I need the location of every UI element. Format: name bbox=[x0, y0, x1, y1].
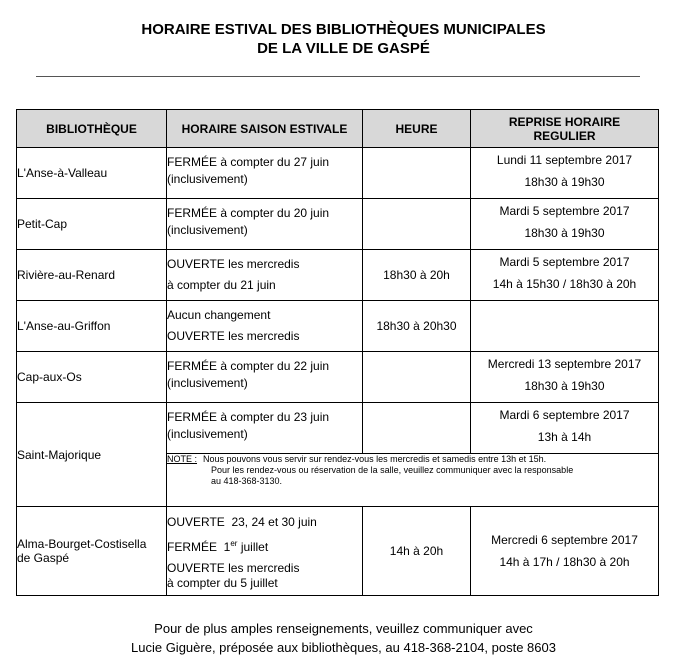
library-name-line2: de Gaspé bbox=[17, 551, 70, 565]
reprise-date: Mardi 5 septembre 2017 bbox=[499, 255, 630, 269]
hours bbox=[363, 403, 471, 454]
reprise-hours: 18h30 à 19h30 bbox=[524, 175, 605, 189]
library-name: Petit-Cap bbox=[17, 199, 167, 250]
note-line2: Pour les rendez-vous ou réservation de la salle, veuillez communiquer avec la responsable bbox=[211, 465, 574, 475]
season-open-wed-line1: OUVERTE les mercredis bbox=[167, 561, 300, 575]
note bbox=[167, 454, 659, 507]
reprise bbox=[471, 507, 659, 596]
season-schedule bbox=[167, 250, 363, 301]
season-schedule bbox=[167, 148, 363, 199]
season-closed-sup: er bbox=[230, 539, 238, 548]
reprise-date: Lundi 11 septembre 2017 bbox=[496, 153, 633, 167]
reprise bbox=[471, 199, 659, 250]
season-open-dates: OUVERTE 23, 24 et 30 juin bbox=[167, 515, 317, 529]
reprise bbox=[471, 250, 659, 301]
season-line2: (inclusivement) bbox=[167, 172, 248, 186]
reprise-hours: 18h30 à 19h30 bbox=[524, 379, 605, 393]
table-row bbox=[17, 507, 659, 596]
season-line1: OUVERTE les mercredis bbox=[167, 257, 300, 271]
table-row bbox=[17, 199, 659, 250]
footer-contact bbox=[0, 619, 687, 657]
hours: 18h30 à 20h bbox=[363, 250, 471, 301]
reprise-date: Mardi 5 septembre 2017 bbox=[499, 204, 630, 218]
season-closed-prefix: FERMÉE 1 bbox=[167, 540, 231, 554]
season-line2: à compter du 21 juin bbox=[167, 278, 276, 292]
reprise-hours: 14h à 15h30 / 18h30 à 20h bbox=[492, 277, 637, 291]
col-header-reprise-line1: REPRISE HORAIRE bbox=[508, 114, 621, 129]
header-row bbox=[17, 110, 659, 148]
season-schedule bbox=[167, 301, 363, 352]
table-row bbox=[17, 403, 659, 454]
season-line1: FERMÉE à compter du 23 juin bbox=[167, 410, 330, 424]
reprise-date: Mercredi 6 septembre 2017 bbox=[491, 533, 638, 547]
hours bbox=[363, 352, 471, 403]
season-line1: Aucun changement bbox=[167, 308, 271, 322]
reprise bbox=[471, 352, 659, 403]
col-header-reprise bbox=[471, 110, 659, 148]
note-label: NOTE : bbox=[167, 454, 198, 464]
reprise bbox=[471, 403, 659, 454]
reprise-date: Mercredi 13 septembre 2017 bbox=[487, 357, 642, 371]
reprise-hours: 18h30 à 19h30 bbox=[524, 226, 605, 240]
note-line3: au 418-368-3130. bbox=[211, 476, 283, 486]
reprise-hours: 13h à 14h bbox=[537, 430, 592, 444]
season-line1: FERMÉE à compter du 27 juin bbox=[167, 155, 330, 169]
col-header-horaire: HORAIRE SAISON ESTIVALE bbox=[167, 110, 363, 148]
reprise bbox=[471, 148, 659, 199]
col-header-heure: HEURE bbox=[363, 110, 471, 148]
library-name bbox=[17, 507, 167, 596]
season-closed bbox=[167, 533, 362, 558]
library-name: Rivière-au-Renard bbox=[17, 250, 167, 301]
reprise-hours: 14h à 17h / 18h30 à 20h bbox=[499, 555, 630, 569]
season-line2: (inclusivement) bbox=[167, 376, 248, 390]
title-line-2: DE LA VILLE DE GASPÉ bbox=[257, 40, 430, 57]
col-header-bibliotheque: BIBLIOTHÈQUE bbox=[17, 110, 167, 148]
footer-line2: Lucie Giguère, préposée aux bibliothèques, au 418-368-2104, poste 8603 bbox=[131, 640, 556, 655]
hours: 14h à 20h bbox=[363, 507, 471, 596]
schedule-table bbox=[16, 109, 659, 596]
season-schedule bbox=[167, 507, 363, 596]
season-schedule bbox=[167, 352, 363, 403]
season-schedule bbox=[167, 403, 363, 454]
hours bbox=[363, 148, 471, 199]
season-closed-suffix: juillet bbox=[237, 540, 269, 554]
season-line2: (inclusivement) bbox=[167, 223, 248, 237]
season-open-wed-line2: à compter du 5 juillet bbox=[167, 576, 278, 590]
document-title bbox=[0, 20, 687, 58]
footer-line1: Pour de plus amples renseignements, veuillez communiquer avec bbox=[154, 621, 533, 636]
season-line1: FERMÉE à compter du 20 juin bbox=[167, 206, 330, 220]
reprise bbox=[471, 301, 659, 352]
library-name: L'Anse-à-Valleau bbox=[17, 148, 167, 199]
table-row bbox=[17, 301, 659, 352]
season-schedule bbox=[167, 199, 363, 250]
library-name: L'Anse-au-Griffon bbox=[17, 301, 167, 352]
table-row bbox=[17, 352, 659, 403]
hours: 18h30 à 20h30 bbox=[363, 301, 471, 352]
hours bbox=[363, 199, 471, 250]
table-row bbox=[17, 148, 659, 199]
reprise-date: Mardi 6 septembre 2017 bbox=[499, 408, 630, 422]
title-line-1: HORAIRE ESTIVAL DES BIBLIOTHÈQUES MUNICIPALES bbox=[141, 21, 546, 38]
library-name-line1: Alma-Bourget-Costisella bbox=[17, 537, 147, 551]
title-divider bbox=[36, 76, 640, 77]
library-name: Saint-Majorique bbox=[17, 403, 167, 507]
col-header-reprise-line2: REGULIER bbox=[533, 128, 596, 143]
library-name: Cap-aux-Os bbox=[17, 352, 167, 403]
season-line1: FERMÉE à compter du 22 juin bbox=[167, 359, 330, 373]
season-line2: OUVERTE les mercredis bbox=[167, 329, 300, 343]
note-line1: Nous pouvons vous servir sur rendez-vous les mercredis et samedis entre 13h et 15h. bbox=[203, 454, 547, 464]
season-line2: (inclusivement) bbox=[167, 427, 248, 441]
table-row bbox=[17, 250, 659, 301]
